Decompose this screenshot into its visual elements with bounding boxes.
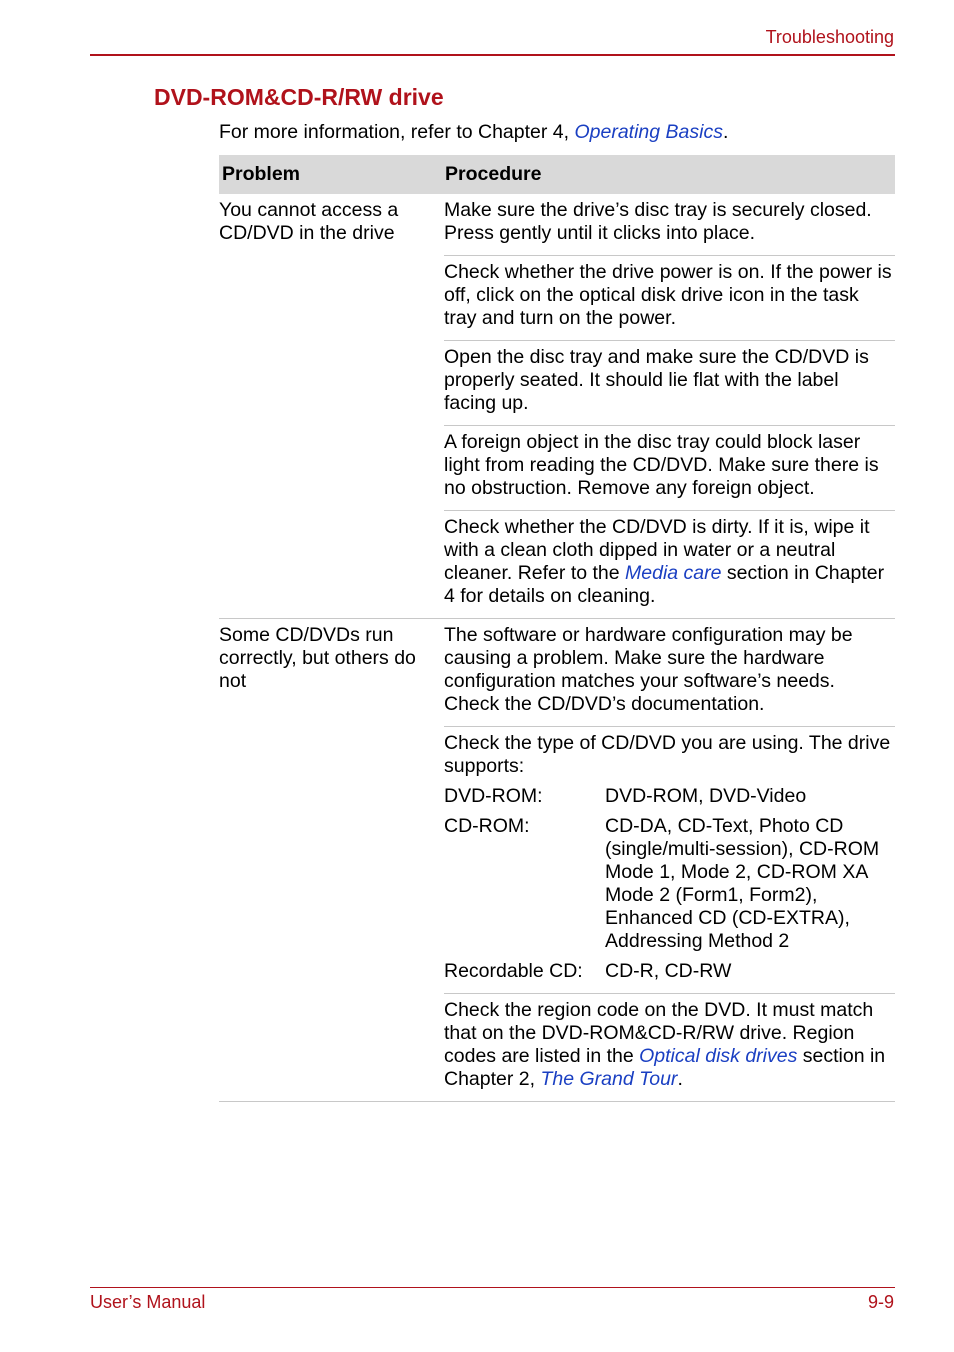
intro-end: . [722,121,729,143]
footer-manual-title: User’s Manual [90,1292,206,1312]
optical-disk-drives-link[interactable]: Optical disk drives [639,1045,798,1067]
procedure-text-part: Check the region code on the DVD. It must match that on the DVD-ROM&CD-R/RW drive. Region codes are listed in the [444,999,874,1067]
media-label: Recordable CD: [444,960,583,982]
procedure-text-part: section in Chapter 2, [444,1045,886,1090]
procedure-text [444,999,895,1091]
media-value: CD-R, CD-RW [605,960,732,982]
footer-rule [90,1287,895,1288]
procedure-item [444,994,895,1101]
procedure-item [444,341,895,426]
troubleshooting-table [219,155,895,1102]
procedure-item [444,256,895,341]
procedure-item [444,511,895,618]
procedure-text: Check whether the drive power is on. If the power is off, click on the optical disk drive icon in the task tray and turn on the power. [444,261,892,329]
media-value: CD-DA, CD-Text, Photo CD (single/multi-session), CD-ROM Mode 1, Mode 2, CD-ROM XA Mode 2 (Form1, Form2), Enhanced CD (CD-EXTRA), Addressing Method 2 [605,815,880,952]
procedure-text: The software or hardware configuration may be causing a problem. Make sure the hardware configuration matches your software’s needs. Check the CD/DVD’s documentation. [444,624,853,715]
supported-media-row [444,785,895,808]
procedure-item [444,727,895,994]
table-row [219,619,895,1102]
column-header-problem: Problem [222,163,301,185]
column-header-procedure: Procedure [445,163,542,185]
procedure-item [444,426,895,511]
supported-media-row [444,815,895,953]
procedure-text: Check the type of CD/DVD you are using. The drive supports: [444,732,891,777]
procedure-text: Make sure the drive’s disc tray is securely closed. Press gently until it clicks into place. [444,199,872,244]
running-header: Troubleshooting [765,27,894,47]
media-label: CD-ROM: [444,815,530,837]
media-value: DVD-ROM, DVD-Video [605,785,807,807]
operating-basics-link[interactable]: Operating Basics [574,121,723,143]
supported-media-list [444,785,895,983]
procedure-item [444,194,895,256]
table-header-row [219,155,895,194]
table-row [219,194,895,619]
procedure-item [444,619,895,727]
media-care-link[interactable]: Media care [625,562,722,584]
supported-media-row [444,960,895,983]
procedure-text [444,516,895,608]
procedure-text: Open the disc tray and make sure the CD/DVD is properly seated. It should lie flat with the label facing up. [444,346,869,414]
procedure-text-part: Check whether the CD/DVD is dirty. If it is, wipe it with a clean cloth dipped in water or a neutral cleaner. Refer to the [444,516,870,584]
media-label: DVD-ROM: [444,785,543,807]
intro-paragraph [219,121,728,144]
problem-cell: You cannot access a CD/DVD in the drive [219,199,399,244]
header-rule [90,54,895,56]
procedure-text: A foreign object in the disc tray could block laser light from reading the CD/DVD. Make sure there is no obstruction. Remove any foreign object. [444,431,879,499]
problem-cell: Some CD/DVDs run correctly, but others do not [219,624,416,692]
the-grand-tour-link[interactable]: The Grand Tour [540,1068,678,1090]
section-title: DVD-ROM&CD-R/RW drive [154,84,444,110]
procedure-cell [444,619,895,1101]
procedure-cell [444,194,895,618]
intro-text: For more information, refer to Chapter 4, [219,121,575,143]
procedure-text-part: section in Chapter 4 for details on cleaning. [444,562,885,607]
page-number: 9-9 [867,1292,894,1312]
procedure-text-part: . [677,1068,683,1090]
